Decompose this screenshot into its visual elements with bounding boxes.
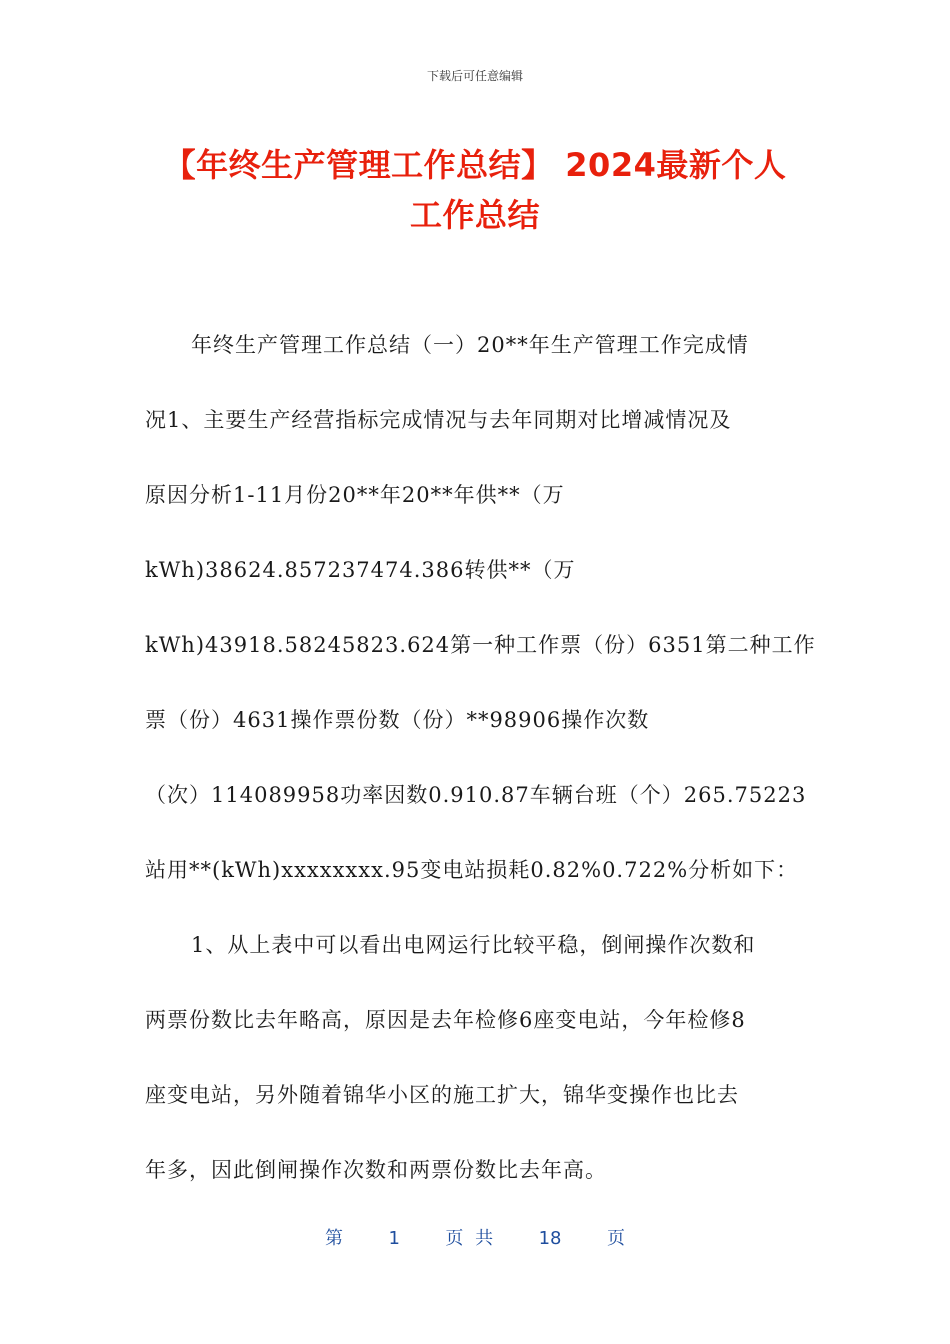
footer-page-prefix: 第	[325, 1228, 344, 1249]
paragraph-line: 年多，因此倒闸操作次数和两票份数比去年高。	[145, 1158, 607, 1182]
page-footer	[0, 1224, 950, 1250]
title-line-2: 工作总结	[409, 196, 540, 234]
paragraph-line: （次）114089958功率因数0.910.87车辆台班（个）265.75223	[145, 783, 807, 807]
document-title	[110, 140, 840, 240]
footer-total-pages: 18	[538, 1228, 562, 1249]
paragraph-line: 两票份数比去年略高，原因是去年检修6座变电站，今年检修8	[145, 1008, 746, 1032]
paragraph-line: 1、从上表中可以看出电网运行比较平稳，倒闸操作次数和	[191, 933, 756, 957]
footer-page-mid: 页 共	[445, 1228, 494, 1249]
paragraph-line: 年终生产管理工作总结（一）20**年生产管理工作完成情	[191, 333, 749, 357]
footer-current-page: 1	[388, 1228, 400, 1249]
paragraph-line: 原因分析1-11月份20**年20**年供**（万	[145, 483, 565, 507]
paragraph-line: 票（份）4631操作票份数（份）**98906操作次数	[145, 708, 650, 732]
paragraph-line: 站用**(kWh)xxxxxxxx.95变电站损耗0.82%0.722%分析如下：	[145, 858, 799, 882]
paragraph-line: kWh)38624.857237474.386转供**（万	[145, 558, 576, 582]
paragraph-line: kWh)43918.58245823.624第一种工作票（份）6351第二种工作	[145, 633, 816, 657]
paragraph-line: 况1、主要生产经营指标完成情况与去年同期对比增减情况及	[145, 408, 732, 432]
header-note: 下载后可任意编辑	[426, 69, 523, 83]
paragraph-line: 座变电站，另外随着锦华小区的施工扩大，锦华变操作也比去	[145, 1083, 739, 1107]
title-line-1: 【年终生产管理工作总结】 2024最新个人	[163, 146, 787, 184]
document-body	[145, 308, 816, 1208]
footer-page-suffix: 页	[606, 1228, 625, 1249]
